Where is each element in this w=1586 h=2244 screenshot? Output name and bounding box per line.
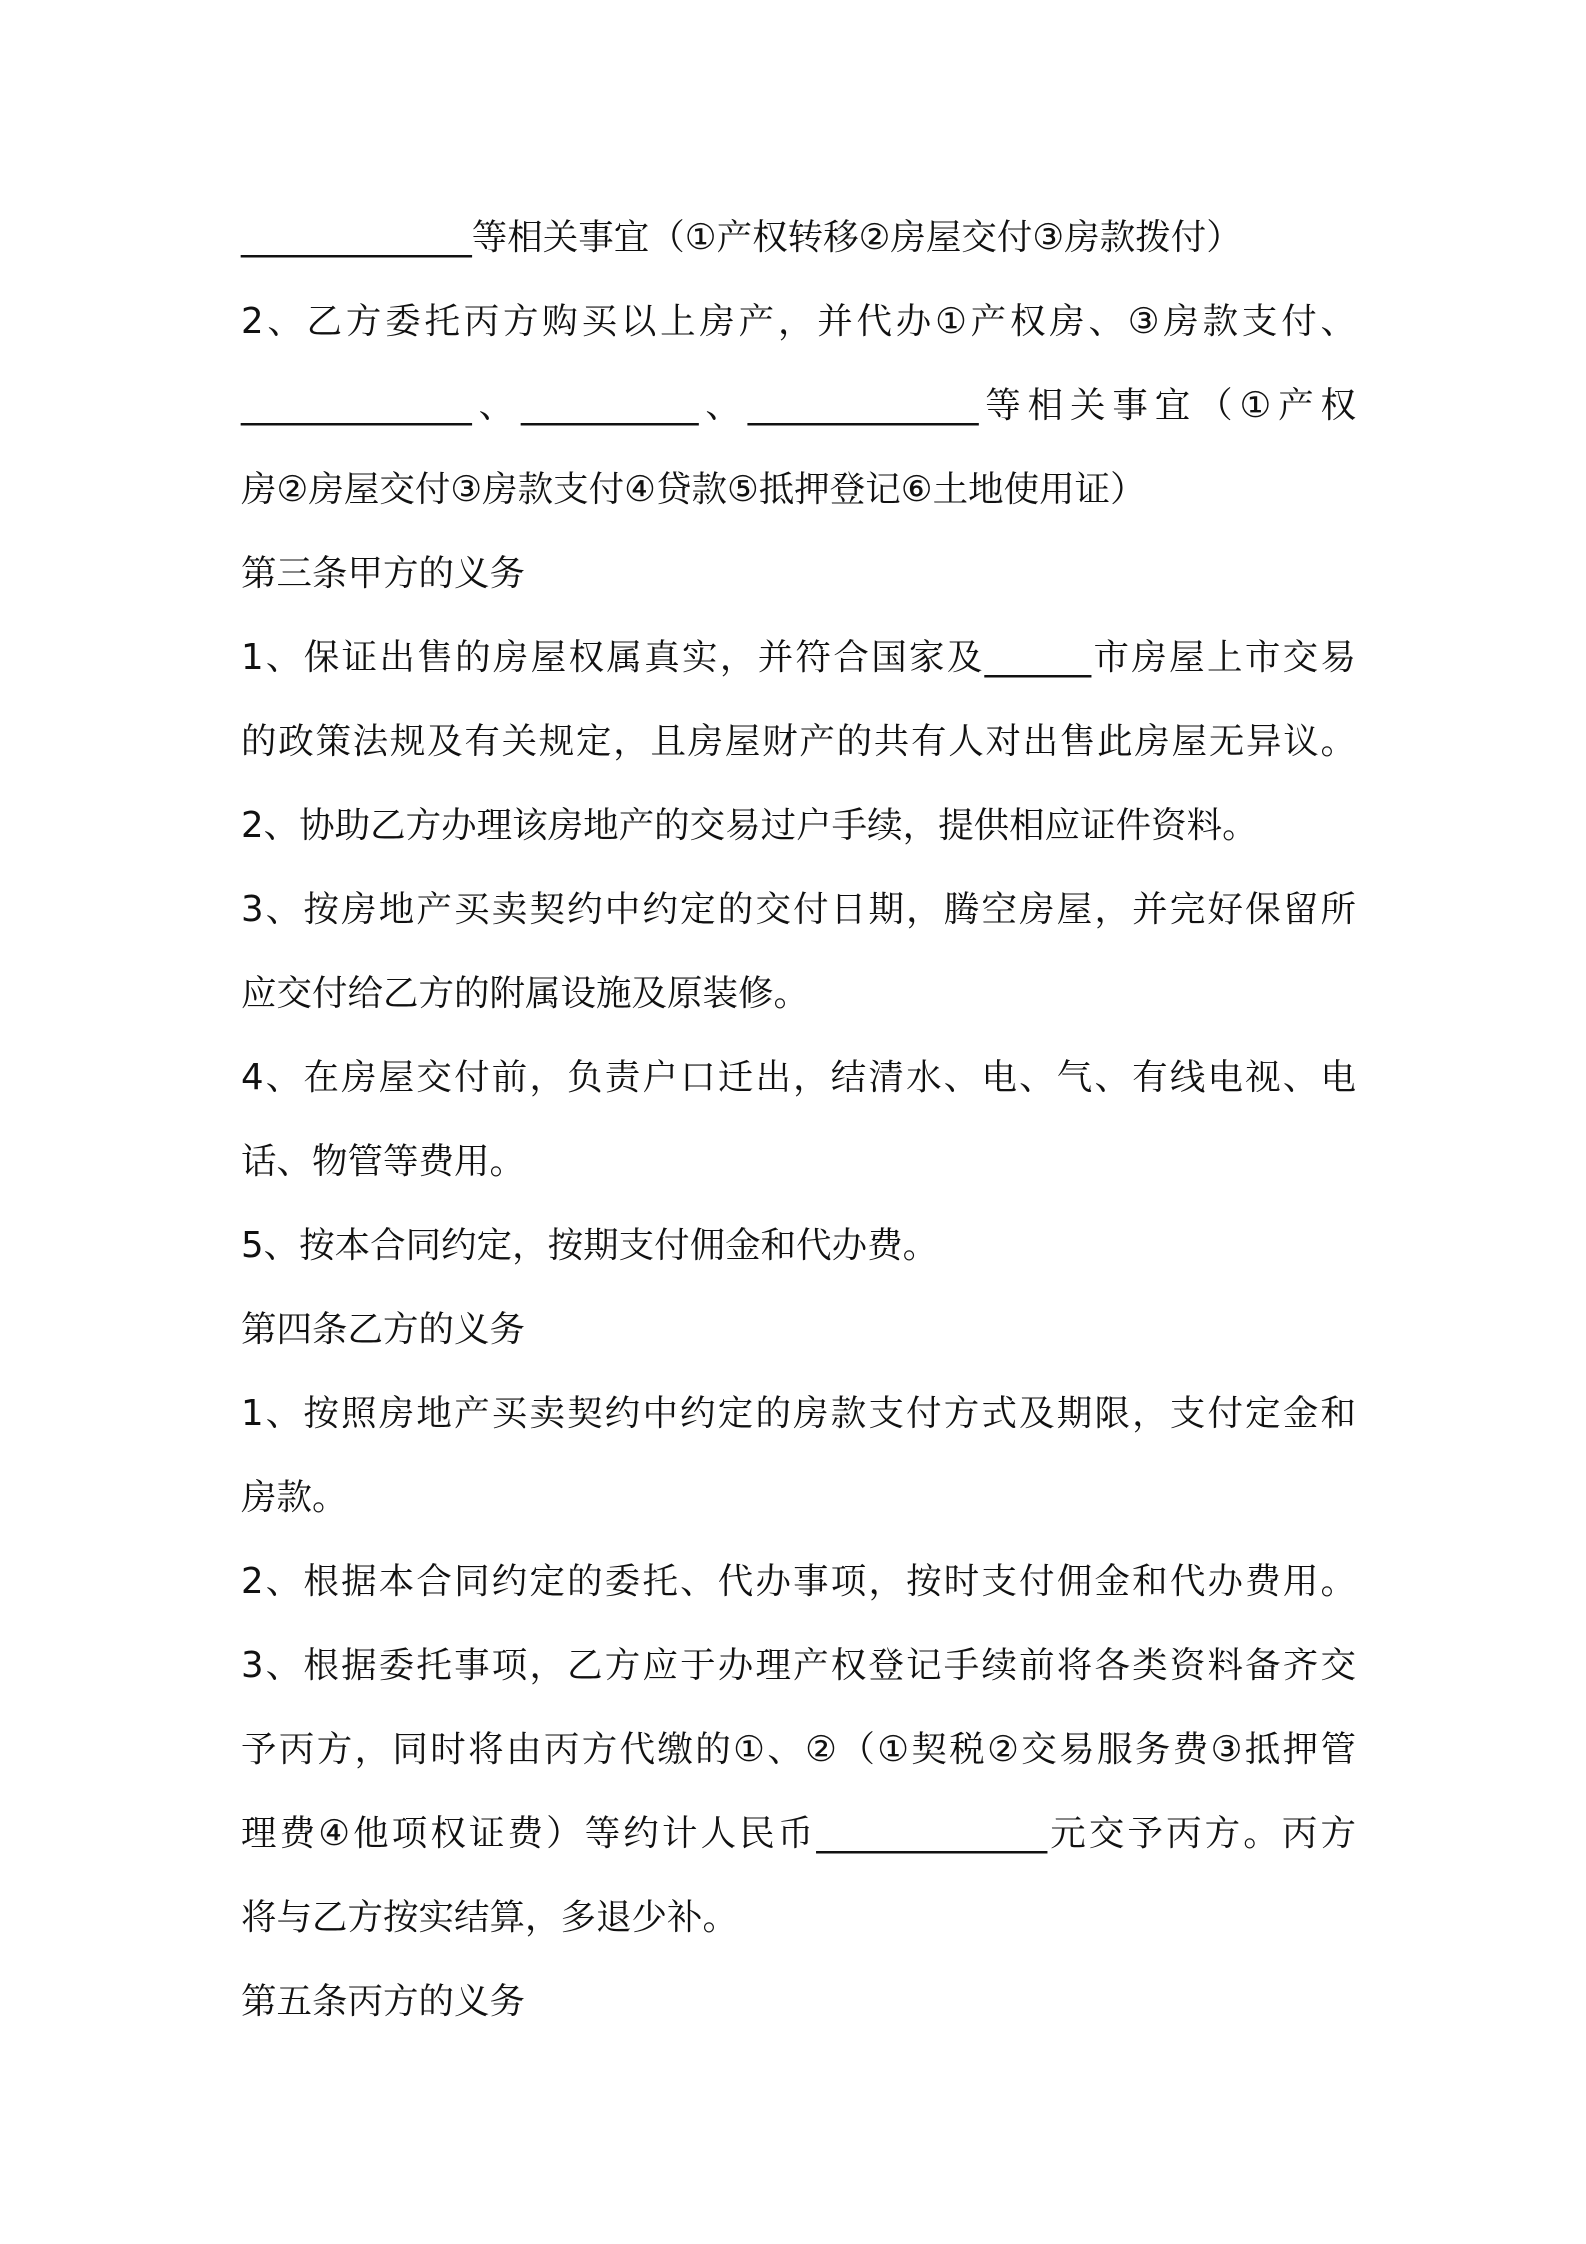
text-line: 2、乙方委托丙方购买以上房产，并代办①产权房、③房款支付、 [241, 301, 1356, 342]
text-line: _____________、__________、_____________等相关事宜（①产权 [241, 385, 1356, 426]
text-line: _____________等相关事宜（①产权转移②房屋交付③房款拨付） [241, 217, 1242, 258]
document-body [241, 196, 1356, 2044]
text-line: 1、保证出售的房屋权属真实，并符合国家及______市房屋上市交易 [241, 637, 1356, 678]
section-heading: 第四条乙方的义务 [241, 1309, 526, 1350]
text-line: 4、在房屋交付前，负责户口迁出，结清水、电、气、有线电视、电 [241, 1057, 1356, 1098]
text-line: 房②房屋交付③房款支付④贷款⑤抵押登记⑥土地使用证） [241, 469, 1146, 510]
text-line: 2、根据本合同约定的委托、代办事项，按时支付佣金和代办费用。 [241, 1561, 1356, 1602]
section-heading: 第三条甲方的义务 [241, 553, 526, 594]
text-line: 予丙方，同时将由丙方代缴的①、②（①契税②交易服务费③抵押管 [241, 1729, 1356, 1770]
text-line: 3、按房地产买卖契约中约定的交付日期，腾空房屋，并完好保留所 [241, 889, 1356, 930]
text-line: 2、协助乙方办理该房地产的交易过户手续，提供相应证件资料。 [241, 805, 1258, 846]
text-line: 1、按照房地产买卖契约中约定的房款支付方式及期限，支付定金和 [241, 1393, 1356, 1434]
text-line: 的政策法规及有关规定，且房屋财产的共有人对出售此房屋无异议。 [241, 721, 1356, 762]
text-line: 房款。 [241, 1477, 348, 1518]
text-line: 理费④他项权证费）等约计人民币_____________元交予丙方。丙方 [241, 1813, 1356, 1854]
text-line: 话、物管等费用。 [241, 1141, 526, 1182]
text-line: 将与乙方按实结算，多退少补。 [241, 1897, 739, 1938]
section-heading: 第五条丙方的义务 [241, 1981, 526, 2022]
text-line: 5、按本合同约定，按期支付佣金和代办费。 [241, 1225, 939, 1266]
text-line: 应交付给乙方的附属设施及原装修。 [241, 973, 810, 1014]
text-line: 3、根据委托事项，乙方应于办理产权登记手续前将各类资料备齐交 [241, 1645, 1356, 1686]
